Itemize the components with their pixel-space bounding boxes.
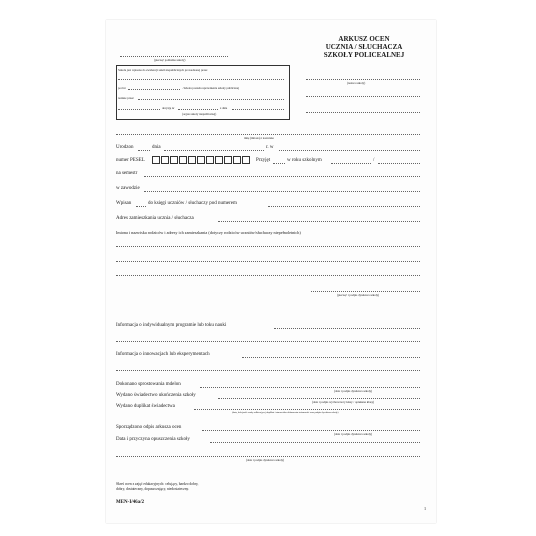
profession-fill	[144, 191, 420, 192]
registration-line-2-prefix: pod nr	[118, 86, 126, 90]
register-fill-2	[268, 206, 420, 207]
pesel-digit-box[interactable]	[215, 156, 223, 164]
individual-program-fill-1	[274, 328, 420, 329]
registration-decision-label: decyzją nr	[162, 106, 175, 110]
registration-date-label: z dnia	[220, 106, 228, 110]
registration-line-2-suffix: . Szkoła posiada uprawnienia szkoły publicznej	[182, 86, 239, 90]
pesel-digit-box[interactable]	[179, 156, 187, 164]
copy-label: Sporządzono odpis arkusza ocen	[116, 425, 182, 430]
certificate-fill	[218, 398, 420, 399]
registration-caption: (organ szkoły niepublicznej)	[182, 112, 217, 116]
registration-fill-2	[128, 89, 180, 90]
form-code: MEN-I/46a/2	[116, 500, 145, 505]
registration-fill-4b	[178, 109, 218, 110]
pesel-digit-box[interactable]	[242, 156, 250, 164]
parents-fill-3	[116, 275, 420, 276]
born-fill-2	[164, 150, 264, 151]
pesel-digit-box[interactable]	[188, 156, 196, 164]
born-year-label: r. w	[266, 145, 274, 150]
leaving-label: Data i przyczyna opuszczenia szkoły	[116, 437, 190, 442]
school-name-caption: (nazwa szkoły)	[347, 81, 366, 85]
title-line-1: ARKUSZ OCEN	[338, 35, 390, 43]
semester-fill	[144, 176, 420, 177]
stamp-line	[120, 56, 228, 57]
born-day-label: dnia	[152, 145, 161, 150]
director-signature-line	[311, 291, 420, 292]
certificate-label: Wydano świadectwo ukończenia szkoły	[116, 393, 196, 398]
register-fill-1	[136, 206, 146, 207]
copy-fill	[202, 430, 420, 431]
student-name-caption: imię (imiona) i nazwisko	[244, 136, 275, 140]
document-page	[106, 20, 436, 523]
admitted-label: Przyjęt	[256, 158, 271, 163]
registration-fill-4a	[118, 109, 160, 110]
registration-fill-3	[138, 99, 284, 100]
pesel-digit-box[interactable]	[152, 156, 160, 164]
school-year-slash: /	[373, 158, 375, 163]
address-label: Adres zamieszkania ucznia / słuchacza	[116, 216, 194, 221]
born-fill-3	[279, 150, 420, 151]
copy-caption: (data i podpis dyrektora szkoły)	[334, 432, 373, 436]
school-year-label: w roku szkolnym	[287, 158, 322, 163]
leaving-caption: (data i podpis dyrektora szkoły)	[246, 458, 285, 462]
grades-note-line-2: dobry, dostateczny, dopuszczający, niedostateczny.	[116, 487, 190, 491]
student-name-line	[116, 134, 420, 135]
registration-line-1: Szkoła jest wpisana do ewidencji szkół niepublicznych prowadzonej przez	[118, 68, 208, 72]
correction-fill	[200, 387, 420, 388]
pesel-label: numer PESEL	[116, 158, 145, 163]
duplicate-fill	[194, 409, 420, 410]
correction-caption: (data i podpis dyrektora szkoły)	[334, 389, 373, 393]
grades-note-line-1: Skreś ocen z zajęć edukacyjnych: celujący, bardzo dobry,	[116, 482, 199, 486]
pesel-digit-box[interactable]	[224, 156, 232, 164]
duplicate-caption: (data, kolejność osoby odbierającej duplikat i stanowisko dokumentu tożsamości oraz podpis dyrektora szkoły)	[232, 411, 339, 414]
born-fill-1	[138, 150, 150, 151]
parents-label: Imiona i nazwiska rodziców i adresy ich zamieszkania (dotyczy rodziców uczniów/słuchaczy niepełnoletnich)	[116, 230, 301, 235]
school-name-line-2	[306, 96, 420, 97]
registration-fill-1	[118, 79, 284, 80]
stamp-caption: (pieczęć podłużna szkoły)	[154, 58, 186, 62]
address-fill	[218, 221, 420, 222]
leaving-fill-2	[116, 456, 420, 457]
correction-label: Dokonano sprostowania mdelon	[116, 382, 181, 387]
register-label-a: Wpisan	[116, 201, 132, 206]
profession-label: w zawodzie	[116, 186, 140, 191]
innovations-fill-2	[116, 370, 420, 371]
title-line-2: UCZNIA / SŁUCHACZA	[325, 43, 403, 51]
register-label-b: do księgi uczniów / słuchaczy pod numerem	[148, 201, 237, 206]
school-year-fill-1	[331, 163, 371, 164]
duplicate-label: Wydano duplikat świadectwa	[116, 404, 175, 409]
individual-program-fill-2	[116, 341, 420, 342]
director-signature-caption: (pieczęć i podpis dyrektora szkoły)	[337, 293, 380, 297]
parents-fill-1	[116, 246, 420, 247]
admitted-fill	[273, 163, 285, 164]
semester-label: na semestr	[116, 171, 138, 176]
pesel-digit-box[interactable]	[197, 156, 205, 164]
innovations-label: Informacja o innowacjach lub eksperymentach	[116, 352, 210, 357]
pesel-digit-box[interactable]	[233, 156, 241, 164]
title-line-3: SZKOŁY POLICEALNEJ	[323, 51, 405, 59]
born-label: Urodzon	[116, 145, 134, 150]
innovations-fill-1	[242, 357, 420, 358]
pesel-digit-box[interactable]	[161, 156, 169, 164]
certificate-caption: (data i podpis wychowawcy klasy / opiekuna klasy)	[312, 400, 375, 404]
registration-fill-4c	[232, 109, 284, 110]
page-number: 1	[424, 506, 427, 511]
school-name-line-1	[306, 79, 420, 80]
individual-program-label: Informacja o indywidualnym programie lub toku nauki	[116, 323, 227, 328]
parents-fill-2	[116, 261, 420, 262]
registration-line-3: nadane przez	[118, 96, 134, 100]
school-name-line-3	[306, 112, 420, 113]
pesel-digit-box[interactable]	[170, 156, 178, 164]
leaving-fill-1	[210, 442, 420, 443]
school-year-fill-2	[378, 163, 420, 164]
pesel-digit-box[interactable]	[206, 156, 214, 164]
